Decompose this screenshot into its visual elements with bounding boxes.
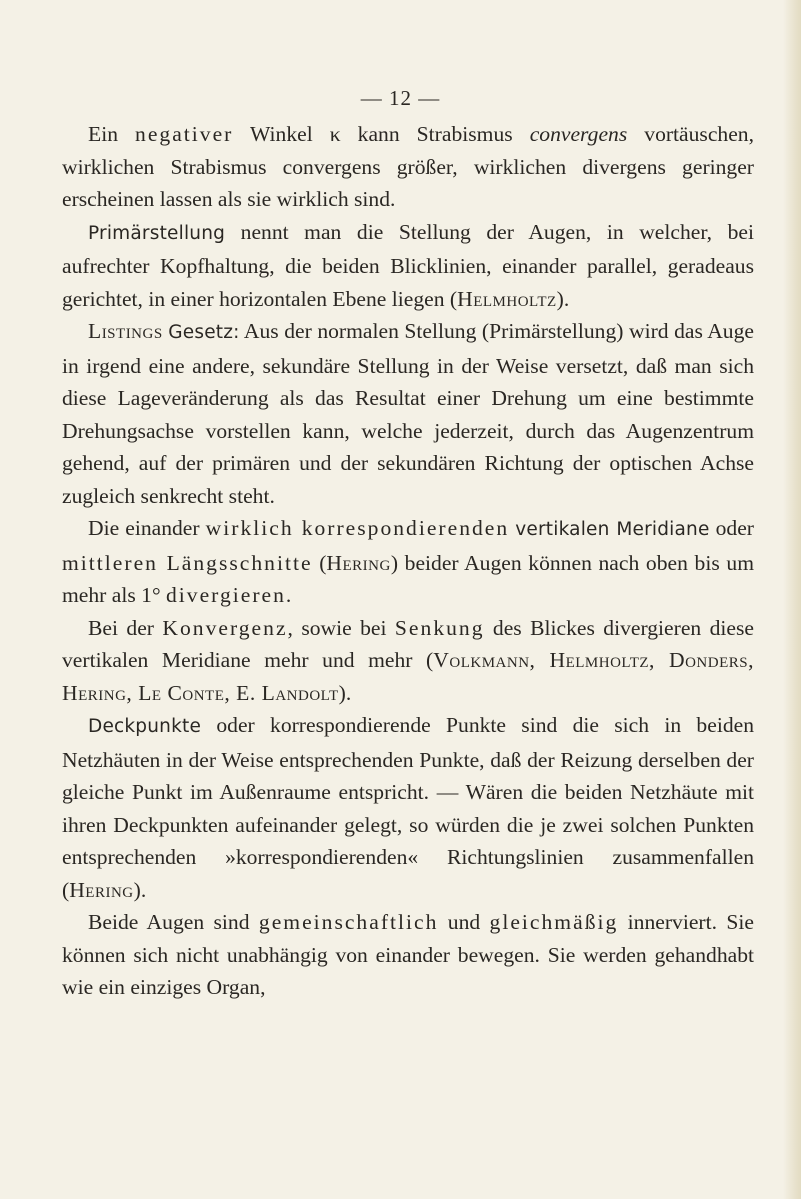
text-run: Deckpunkte bbox=[88, 716, 202, 737]
text-run: oder korrespondierende Punkte sind die sich in beiden Netzhäuten in der Weise entsprechenden Punkte, daß der Reizung derselben der gleiche Punkt im Außenraume entspricht. — Wären die beiden Netzhäute mit ihren Deckpunkten aufeinander gelegt, so würden die je zwei solchen Punkten entsprechenden »korrespondierenden« Richtungslinien zusammenfallen ( bbox=[62, 713, 754, 902]
text-run: Bei der bbox=[88, 615, 163, 640]
text-run: . bbox=[285, 583, 292, 607]
text-run: Helmholtz bbox=[457, 286, 557, 311]
text-run: negativer bbox=[135, 122, 234, 146]
paragraph bbox=[62, 118, 754, 216]
text-run: des Blickes divergieren diese vertikalen Meridiane mehr und mehr ( bbox=[62, 615, 754, 672]
text-run: ( bbox=[312, 550, 327, 575]
text-run: mittleren Längsschnitte bbox=[62, 550, 313, 575]
text-run: Winkel κ kann Strabismus bbox=[233, 122, 530, 146]
text-run: innerviert. Sie können sich nicht unabhängig von einander bewegen. Sie werden gehandhabt wie ein einziges Organ, bbox=[62, 910, 754, 999]
text-run: Primärstellung bbox=[88, 222, 226, 244]
text-run: ). bbox=[133, 877, 147, 902]
text-run: Gesetz: bbox=[168, 322, 240, 343]
paragraph bbox=[62, 612, 754, 710]
text-run: oder bbox=[709, 516, 754, 540]
text-run: gleichmäßig bbox=[489, 910, 619, 934]
text-run: divergieren bbox=[165, 583, 286, 607]
text-run: und bbox=[438, 910, 490, 934]
page-edge-shadow bbox=[783, 0, 801, 1199]
text-run: Hering bbox=[326, 550, 391, 575]
paragraph bbox=[62, 512, 754, 612]
text-run: Listings bbox=[88, 319, 163, 343]
text-run: Die einander bbox=[88, 516, 206, 540]
text-run: gemeinschaftlich bbox=[258, 910, 439, 934]
text-run: Hering bbox=[69, 877, 134, 902]
text-run: vertikalen Meridiane bbox=[515, 519, 710, 540]
text-run: wirklich korrespondierenden bbox=[205, 516, 510, 540]
text-run: Volkmann, Helmholtz, Donders, Hering, Le Conte, E. Landolt bbox=[62, 648, 754, 705]
text-run: ) beider Augen können nach oben bis um mehr als 1° bbox=[62, 550, 754, 607]
text-run: ). bbox=[338, 680, 352, 705]
text-run: Senkung bbox=[394, 615, 485, 640]
text-run: Ein bbox=[88, 122, 136, 146]
text-run: Aus der normalen Stellung (Primärstellung) wird das Auge in irgend eine andere, sekundäre Stellung in der Weise versetzt, daß man sich diese Lageveränderung als das Resultat einer Drehung um eine bestimmte Drehungsachse vorstellen kann, welche jederzeit, durch das Augenzentrum gehend, auf der primären und der sekundären Richtung der optischen Achse zugleich senkrecht steht. bbox=[62, 319, 754, 508]
paragraph bbox=[62, 216, 754, 316]
text-run: Konvergenz bbox=[162, 615, 288, 640]
paragraph bbox=[62, 906, 754, 1004]
text-run: nennt man die Stellung der Augen, in welcher, bei aufrechter Kopfhaltung, die beiden Blicklinien, einander parallel, geradeaus gerichtet, in einer horizontalen Ebene liegen ( bbox=[62, 219, 754, 311]
page-number: — 12 — bbox=[360, 86, 441, 110]
paragraph bbox=[62, 709, 754, 906]
body-text bbox=[62, 118, 754, 1004]
text-run: convergens bbox=[529, 122, 628, 146]
text-run: , sowie bei bbox=[287, 615, 395, 640]
text-run: ). bbox=[556, 286, 570, 311]
text-run: vortäuschen, wirklichen Strabismus convergens größer, wirklichen divergens geringer erscheinen lassen als sie wirklich sind. bbox=[62, 122, 754, 211]
paragraph bbox=[62, 315, 754, 512]
text-run: Beide Augen sind bbox=[88, 910, 259, 934]
